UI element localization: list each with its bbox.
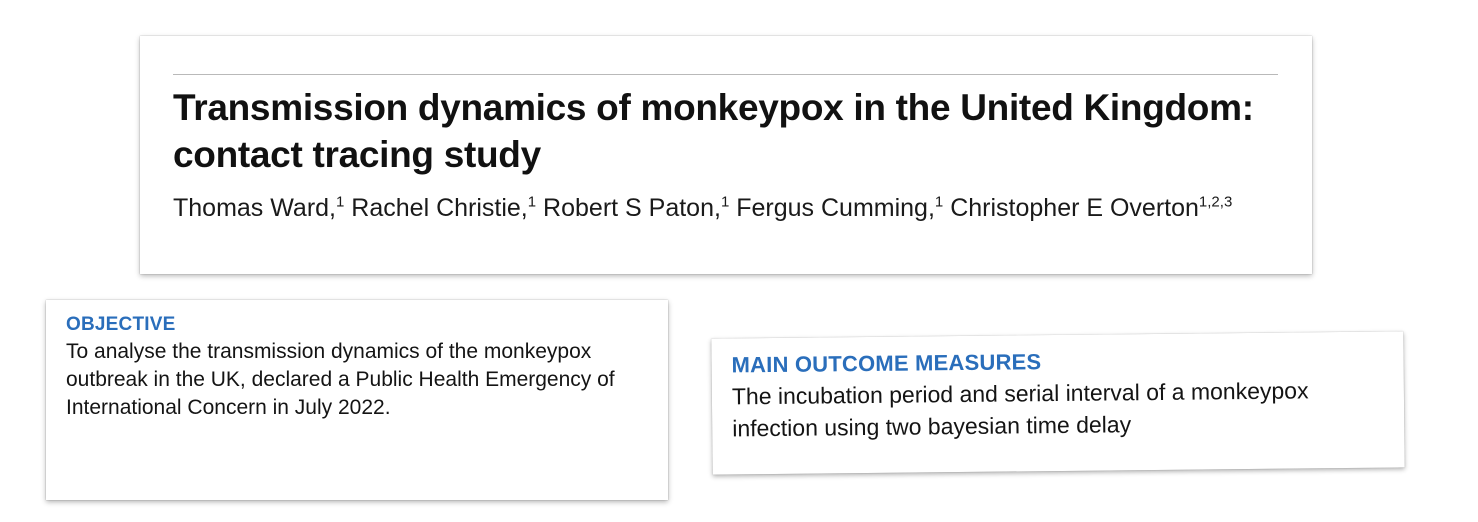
paper-title-card (140, 36, 1312, 274)
title-divider (173, 74, 1278, 75)
abstract-section-heading: MAIN OUTCOME MEASURES (731, 349, 1042, 378)
abstract-panel-main-outcome-measures (711, 331, 1404, 474)
author-list: Thomas Ward,$^1$ Rachel Christie,$^1$ Robert S Paton,$^1$ Fergus Cumming,$^1$ Christopher E Overton$^{1,2,3}$ (173, 193, 1233, 222)
abstract-section-body: The incubation period and serial interval of a monkeypox infection using two bayesian time delay (731, 377, 1309, 442)
abstract-panel-objective (46, 300, 668, 500)
abstract-section-body: To analyse the transmission dynamics of the monkeypox outbreak in the UK, declared a Public Health Emergency of International Concern in July 2022. (66, 340, 615, 419)
abstract-section-heading: OBJECTIVE (66, 314, 176, 335)
page-title: Transmission dynamics of monkeypox in the United Kingdom: contact tracing study (173, 87, 1254, 175)
